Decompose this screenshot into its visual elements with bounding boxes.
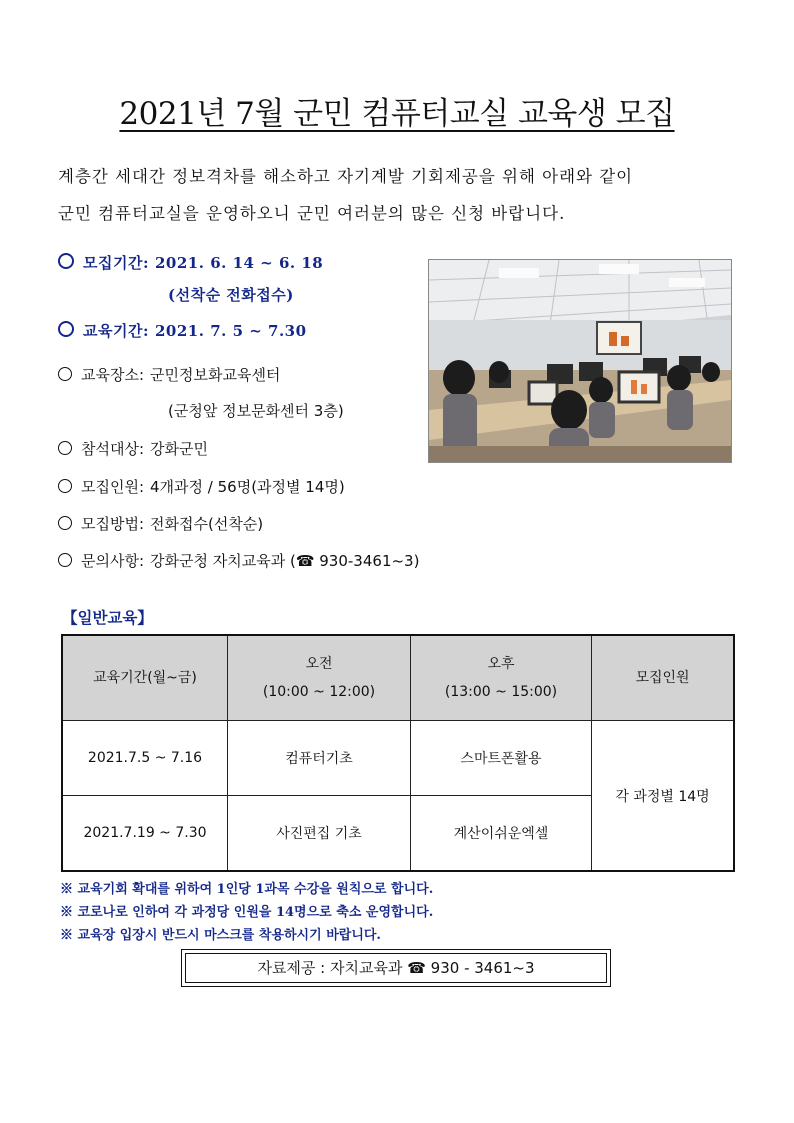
header-capacity: 모집인원	[592, 635, 735, 721]
info-value: 강화군민	[150, 440, 208, 458]
info-value: 강화군청 자치교육과 (☎ 930-3461~3)	[150, 552, 420, 570]
info-contact	[58, 550, 419, 571]
page-title	[0, 88, 794, 133]
table-row	[62, 721, 734, 796]
info-target	[58, 438, 208, 459]
credit-box	[181, 949, 611, 987]
info-label: 참석대상:	[81, 440, 145, 458]
info-recruit-period	[58, 252, 323, 273]
info-label: 교육장소:	[81, 366, 145, 384]
info-label: 모집방법:	[81, 515, 145, 533]
header-pm	[411, 635, 592, 721]
circle-bullet-icon	[58, 253, 74, 269]
row-period: 2021.7.5 ~ 7.16	[62, 721, 228, 796]
info-place-note: (군청앞 정보문화센터 3층)	[168, 402, 344, 420]
info-label: 모집인원:	[81, 478, 145, 496]
circle-bullet-icon	[58, 479, 72, 493]
intro-line: 군민 컴퓨터교실을 운영하오니 군민 여러분의 많은 신청 바랍니다.	[58, 204, 566, 223]
intro-line: 계층간 세대간 정보격차를 해소하고 자기계발 기회제공을 위해 아래와 같이	[58, 167, 634, 186]
info-label: 모집기간:	[83, 254, 149, 272]
header-pm-time: (13:00 ~ 15:00)	[444, 684, 558, 700]
note-item: ※ 교육기회 확대를 위하여 1인당 1과목 수강을 원칙으로 합니다.	[60, 882, 434, 897]
info-label: 문의사항:	[81, 552, 145, 570]
header-am	[228, 635, 411, 721]
info-label: 교육기간:	[83, 322, 149, 340]
note-item: ※ 교육장 입장시 반드시 마스크를 착용하시기 바랍니다.	[60, 928, 381, 943]
header-period: 교육기간(월~금)	[62, 635, 228, 721]
capacity-cell: 각 과정별 14명	[592, 721, 735, 872]
row-am-course: 사진편집 기초	[228, 796, 411, 872]
info-value: 전화접수(선착순)	[150, 515, 264, 533]
intro-paragraph	[58, 158, 748, 232]
info-place	[58, 364, 280, 385]
circle-bullet-icon	[58, 367, 72, 381]
classroom-illustration	[429, 260, 731, 462]
info-method	[58, 513, 263, 534]
info-count	[58, 476, 345, 497]
info-value: 군민정보화교육센터	[150, 366, 281, 384]
header-am-label: 오전	[305, 656, 333, 672]
info-edu-period	[58, 320, 307, 341]
info-value: 2021. 6. 14 ~ 6. 18	[155, 254, 324, 272]
circle-bullet-icon	[58, 553, 72, 567]
circle-bullet-icon	[58, 441, 72, 455]
row-pm-course: 스마트폰활용	[411, 721, 592, 796]
header-am-time: (10:00 ~ 12:00)	[262, 684, 376, 700]
row-pm-course: 계산이쉬운엑셀	[411, 796, 592, 872]
page-title-text: 2021년 7월 군민 컴퓨터교실 교육생 모집	[119, 96, 675, 132]
table-header-row	[62, 635, 734, 721]
header-pm-label: 오후	[487, 656, 515, 672]
schedule-table	[61, 634, 735, 872]
credit-text: 자료제공 : 자치교육과 ☎ 930 - 3461~3	[185, 953, 607, 983]
circle-bullet-icon	[58, 321, 74, 337]
row-period: 2021.7.19 ~ 7.30	[62, 796, 228, 872]
notes	[60, 878, 433, 947]
info-value: 4개과정 / 56명(과정별 14명)	[150, 478, 345, 496]
row-am-course: 컴퓨터기초	[228, 721, 411, 796]
circle-bullet-icon	[58, 516, 72, 530]
section-title: 【일반교육】	[62, 608, 153, 627]
note-item: ※ 코로나로 인하여 각 과정당 인원을 14명으로 축소 운영합니다.	[60, 905, 434, 920]
info-value: 2021. 7. 5 ~ 7.30	[155, 322, 307, 340]
info-recruit-note: (선착순 전화접수)	[168, 286, 294, 304]
classroom-photo	[428, 259, 732, 463]
